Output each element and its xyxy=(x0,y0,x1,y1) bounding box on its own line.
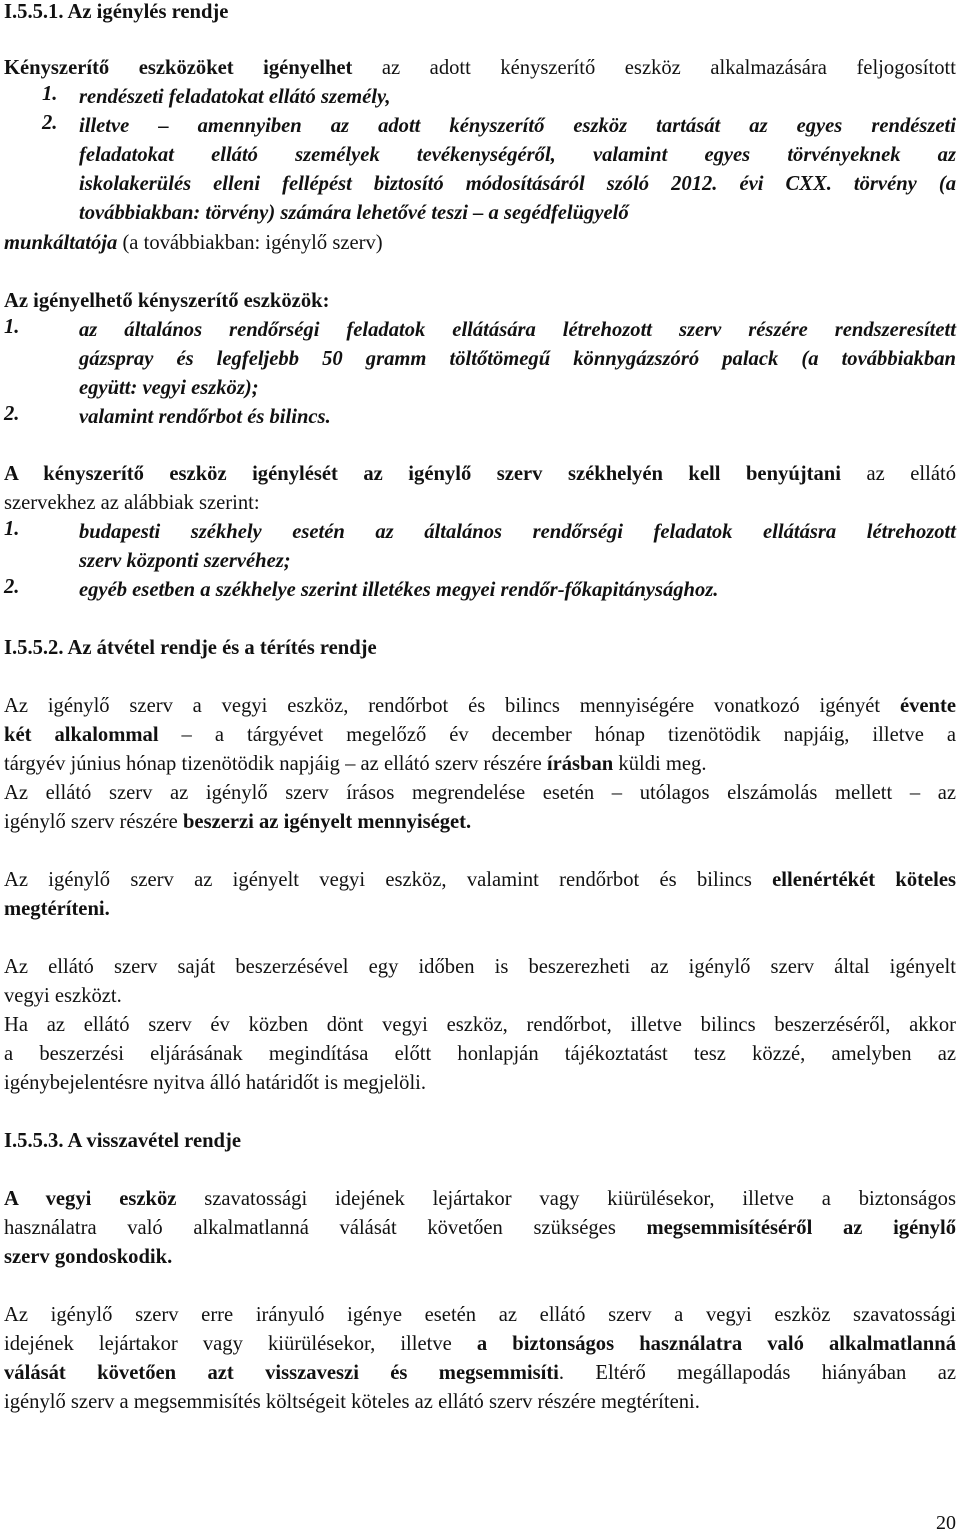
text-run-bold: két alkalommal xyxy=(4,724,159,746)
paragraph-line xyxy=(4,808,956,837)
text-run-bold: A vegyi eszköz xyxy=(4,1188,177,1210)
list-item-text: az általános rendőrségi feladatok ellátására létrehozott szerv részére rendszeresített xyxy=(79,319,956,341)
list-number: 1. xyxy=(42,83,58,105)
continuation-bold: munkáltatója xyxy=(4,232,118,254)
section-heading-2: I.5.5.2. Az átvétel rendje és a térítés rendje xyxy=(4,637,377,659)
intro-line xyxy=(4,54,956,83)
list-item-text: gázspray és legfeljebb 50 gramm töltőtömegű könnygázszóró palack (a továbbiakban xyxy=(79,348,956,370)
paragraph-line: szerv gondoskodik. xyxy=(4,1246,173,1268)
paragraph-line: vegyi eszközt. xyxy=(4,985,122,1007)
paragraph-line xyxy=(4,1185,956,1214)
list-item-text: együtt: vegyi eszköz); xyxy=(79,377,259,399)
equipment-list-body xyxy=(4,316,956,432)
paragraph-line: igénylő szerv a megsemmisítés költségeit köteles az ellátó szerv részére megtéríteni. xyxy=(4,1391,700,1413)
text-run-bold: ellenértékét köteles xyxy=(772,869,956,891)
paragraph xyxy=(4,953,956,1098)
submission-bold: A kényszerítő eszköz igénylését az igénylő szerv székhelyén kell benyújtani xyxy=(4,463,841,485)
paragraph xyxy=(4,692,956,837)
paragraph-line xyxy=(4,1214,956,1243)
list-number: 2. xyxy=(4,576,20,598)
paragraph-line: Ha az ellátó szerv év közben dönt vegyi eszköz, rendőrbot, illetve bilincs beszerzéséről, akkor xyxy=(4,1014,956,1036)
paragraph xyxy=(4,1185,956,1272)
section-heading-1: I.5.5.1. Az igénylés rendje xyxy=(4,1,229,23)
text-run: szavatossági idejének lejártakor vagy kiürülésekor, illetve a biztonságos xyxy=(176,1188,956,1210)
text-run: Az igénylő szerv az igényelt vegyi eszköz, valamint rendőrbot és bilincs xyxy=(4,869,773,891)
submission-list xyxy=(4,518,956,605)
list-item xyxy=(4,403,956,432)
list-number: 2. xyxy=(4,403,20,425)
list-item xyxy=(4,576,956,605)
list-number: 1. xyxy=(4,518,20,540)
text-run: használatra való alkalmatlanná válását követően szükséges xyxy=(4,1217,647,1239)
paragraph-line: igénybejelentésre nyitva álló határidőt is megjelöli. xyxy=(4,1072,427,1094)
paragraph-line: Az ellátó szerv saját beszerzésével egy időben is beszerezheti az igénylő szerv által igényelt xyxy=(4,956,956,978)
paragraph-line xyxy=(4,750,956,779)
list-item-text: továbbiakban: törvény) számára lehetővé teszi – a segédfelügyelő xyxy=(79,202,629,224)
paragraph-line: Az igénylő szerv erre irányuló igénye esetén az ellátó szerv a vegyi eszköz szavatossági xyxy=(4,1304,956,1326)
intro-rest: az adott kényszerítő eszköz alkalmazására feljogosított xyxy=(352,57,956,79)
text-run: . Eltérő megállapodás hiányában az xyxy=(558,1362,956,1384)
text-run-bold: beszerzi az igényelt mennyiséget. xyxy=(182,811,472,833)
continuation-rest: (a továbbiakban: igénylő szerv) xyxy=(117,232,383,254)
text-run: küldi meg. xyxy=(613,753,707,775)
paragraph-line xyxy=(4,692,956,721)
text-run-bold: a biztonságos használatra való alkalmatlanná xyxy=(476,1333,956,1355)
paragraph xyxy=(4,1301,956,1417)
requester-continuation xyxy=(4,229,383,258)
submission-line xyxy=(4,460,956,489)
equipment-list-title: Az igényelhető kényszerítő eszközök: xyxy=(4,290,330,312)
text-run: Az igénylő szerv a vegyi eszköz, rendőrbot és bilincs mennyiségére vonatkozó igényét xyxy=(4,695,900,717)
text-run: idejének lejártakor vagy kiürülésekor, illetve xyxy=(4,1333,477,1355)
list-item xyxy=(4,518,956,576)
page-number: 20 xyxy=(936,1512,956,1534)
section-heading-3: I.5.5.3. A visszavétel rendje xyxy=(4,1130,241,1152)
list-item-text: szerv központi szervéhez; xyxy=(79,550,291,572)
list-number: 2. xyxy=(42,112,58,134)
paragraph xyxy=(4,866,956,924)
text-run: tárgyév június hónap tizenötödik napjáig – az ellátó szerv részére xyxy=(4,753,547,775)
submission-line-2: szervekhez az alábbiak szerint: xyxy=(4,492,260,514)
intro-bold: Kényszerítő eszközöket igényelhet xyxy=(4,57,353,79)
list-item xyxy=(42,83,956,112)
text-run: – a tárgyévet megelőző év december hónap tizenötödik napjáig, illetve a xyxy=(158,724,956,746)
paragraph-line: a beszerzési eljárásának megindítása előtt honlapján tájékoztatást tesz közzé, amelyben az xyxy=(4,1043,956,1065)
paragraph-line xyxy=(4,866,956,895)
list-number: 1. xyxy=(4,316,20,338)
list-item-text: feladatokat ellátó személyek tevékenységéről, valamint egyes törvényeknek az xyxy=(79,144,956,166)
list-item-text: budapesti székhely esetén az általános rendőrségi feladatok ellátásra létrehozott xyxy=(79,521,956,543)
text-run-bold: évente xyxy=(899,695,956,717)
paragraph-line: megtéríteni. xyxy=(4,898,110,920)
list-item-text: valamint rendőrbot és bilincs. xyxy=(79,406,331,428)
text-run-bold: megsemmisítéséről az igénylő xyxy=(646,1217,956,1239)
list-item-text: rendészeti feladatokat ellátó személy, xyxy=(79,86,391,108)
paragraph-line: Az ellátó szerv az igénylő szerv írásos megrendelése esetén – utólagos elszámolás mellett – az xyxy=(4,782,956,804)
submission-rest: az ellátó xyxy=(840,463,956,485)
text-run-bold: válását követően azt visszaveszi és megsemmisíti xyxy=(4,1362,559,1384)
paragraph-line xyxy=(4,1330,956,1359)
list-item xyxy=(42,112,956,228)
text-run-bold: írásban xyxy=(546,753,614,775)
requester-list xyxy=(42,83,956,228)
paragraph-line xyxy=(4,1359,956,1388)
text-run: igénylő szerv részére xyxy=(4,811,183,833)
list-item-text: iskolakerülés elleni fellépést biztosító módosításáról szóló 2012. évi CXX. törvény (a xyxy=(79,173,956,195)
list-item-text: illetve – amennyiben az adott kényszerítő eszköz tartását az egyes rendészeti xyxy=(79,115,956,137)
list-item-text: egyéb esetben a székhelye szerint illetékes megyei rendőr-főkapitánysághoz. xyxy=(79,579,719,601)
paragraph-line xyxy=(4,721,956,750)
